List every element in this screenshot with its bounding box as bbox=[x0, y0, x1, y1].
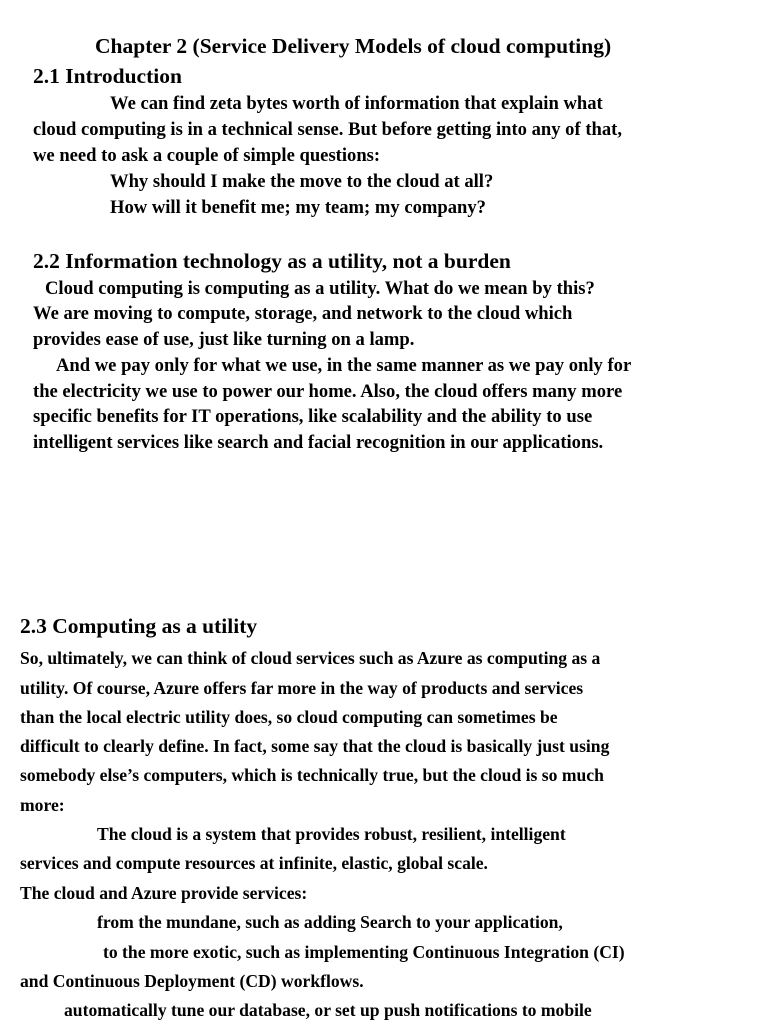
section-2-3-line: more: bbox=[20, 795, 65, 815]
section-2-2-line: specific benefits for IT operations, like scalability and the ability to use bbox=[33, 406, 593, 427]
section-2-3-line: The cloud is a system that provides robust, resilient, intelligent bbox=[97, 824, 566, 844]
section-2-2-line: Cloud computing is computing as a utility. What do we mean by this? bbox=[45, 278, 595, 299]
section-2-1-line: we need to ask a couple of simple questions: bbox=[33, 145, 381, 166]
section-2-2-line: intelligent services like search and facial recognition in our applications. bbox=[33, 432, 604, 453]
section-2-3-line: from the mundane, such as adding Search to your application, bbox=[97, 912, 563, 932]
section-2-2-line: provides ease of use, just like turning on a lamp. bbox=[33, 329, 415, 350]
section-2-3-line: difficult to clearly define. In fact, some say that the cloud is basically just using bbox=[20, 736, 610, 756]
section-2-1-line: cloud computing is in a technical sense. But before getting into any of that, bbox=[33, 119, 622, 140]
section-2-2-line: And we pay only for what we use, in the same manner as we pay only for bbox=[56, 355, 632, 376]
section-2-3-line: and Continuous Deployment (CD) workflows. bbox=[20, 971, 364, 991]
section-2-3-line: somebody else’s computers, which is technically true, but the cloud is so much bbox=[20, 765, 604, 785]
section-2-1-heading: 2.1 Introduction bbox=[33, 64, 182, 88]
section-2-2-heading: 2.2 Information technology as a utility, not a burden bbox=[33, 249, 511, 273]
section-2-3-heading: 2.3 Computing as a utility bbox=[20, 614, 258, 638]
chapter-title: Chapter 2 (Service Delivery Models of cloud computing) bbox=[95, 34, 612, 58]
section-2-3-line: utility. Of course, Azure offers far more in the way of products and services bbox=[20, 678, 584, 698]
section-2-3-line: The cloud and Azure provide services: bbox=[20, 883, 308, 903]
section-2-3-line: automatically tune our database, or set up push notifications to mobile bbox=[64, 1000, 592, 1020]
section-2-2-line: We are moving to compute, storage, and network to the cloud which bbox=[33, 303, 573, 324]
section-2-1-question: How will it benefit me; my team; my company? bbox=[110, 197, 486, 218]
section-2-1-question: Why should I make the move to the cloud at all? bbox=[110, 171, 494, 192]
section-2-3-line: services and compute resources at infinite, elastic, global scale. bbox=[20, 853, 488, 873]
section-2-2-line: the electricity we use to power our home. Also, the cloud offers many more bbox=[33, 381, 623, 402]
section-2-3-line: than the local electric utility does, so cloud computing can sometimes be bbox=[20, 707, 558, 727]
section-2-3-line: to the more exotic, such as implementing Continuous Integration (CI) bbox=[103, 942, 625, 962]
section-2-1-line: We can find zeta bytes worth of information that explain what bbox=[110, 93, 603, 114]
section-2-3-line: So, ultimately, we can think of cloud services such as Azure as computing as a bbox=[20, 648, 601, 668]
